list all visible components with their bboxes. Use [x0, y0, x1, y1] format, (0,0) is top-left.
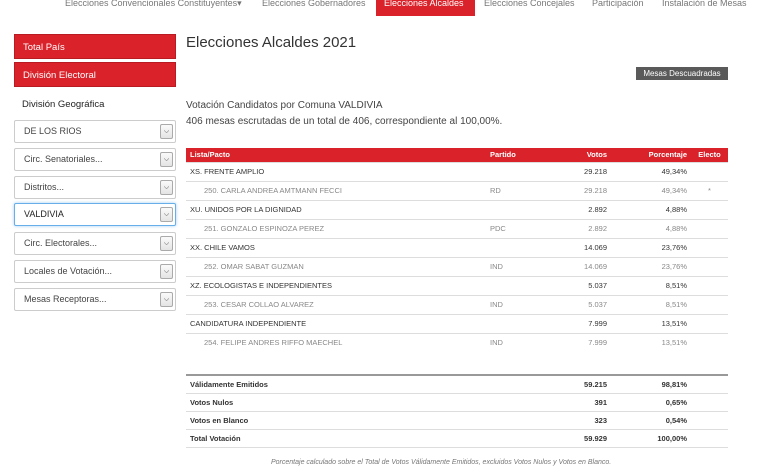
- summary-votos: 59.929: [546, 429, 611, 447]
- nav-convencionales[interactable]: [57, 0, 250, 16]
- candidate-row: [186, 181, 728, 200]
- row-electo: [691, 238, 728, 257]
- row-electo: [691, 314, 728, 333]
- caret-down-icon: ▾: [237, 0, 242, 8]
- row-name: 252. OMAR SABAT GUZMAN: [186, 257, 486, 276]
- row-votos: 7.999: [546, 314, 611, 333]
- total-pais-button[interactable]: Total País: [14, 34, 176, 59]
- row-partido: IND: [486, 295, 546, 314]
- chevron-down-icon: ⌵: [160, 236, 173, 251]
- row-electo: [691, 200, 728, 219]
- row-electo: *: [691, 181, 728, 200]
- comuna-select[interactable]: [14, 203, 176, 226]
- summary-row: [186, 393, 728, 411]
- nav-concejales[interactable]: Elecciones Concejales: [484, 0, 575, 8]
- row-name: XZ. ECOLOGISTAS E INDEPENDIENTES: [186, 276, 486, 295]
- summary-label: Total Votación: [186, 429, 486, 447]
- row-name: CANDIDATURA INDEPENDIENTE: [186, 314, 486, 333]
- row-partido: [486, 314, 546, 333]
- region-select[interactable]: [14, 120, 176, 143]
- col-electo: Electo: [691, 148, 728, 162]
- row-votos: 5.037: [546, 295, 611, 314]
- summary-table: [186, 374, 728, 448]
- locales-votacion-select[interactable]: [14, 260, 176, 283]
- row-pct: 8,51%: [611, 276, 691, 295]
- circ-electorales-select[interactable]: [14, 232, 176, 255]
- page-title: Elecciones Alcaldes 2021: [186, 34, 357, 51]
- select-value: Circ. Senatoriales...: [24, 154, 103, 164]
- row-partido: RD: [486, 181, 546, 200]
- nav-instalacion-mesas[interactable]: Instalación de Mesas: [662, 0, 747, 8]
- row-pct: 23,76%: [611, 238, 691, 257]
- mesas-receptoras-select[interactable]: [14, 288, 176, 311]
- chevron-down-icon: ⌵: [160, 152, 173, 167]
- col-lista-pacto: Lista/Pacto: [186, 148, 486, 162]
- row-pct: 4,88%: [611, 200, 691, 219]
- nav-participacion[interactable]: Participación: [592, 0, 644, 8]
- chevron-down-icon: ⌵: [160, 207, 173, 222]
- summary-empty: [691, 375, 728, 393]
- row-votos: 2.892: [546, 219, 611, 238]
- row-name: 251. GONZALO ESPINOZA PEREZ: [186, 219, 486, 238]
- col-partido: Partido: [486, 148, 546, 162]
- row-electo: [691, 276, 728, 295]
- table-header-row: [186, 148, 728, 162]
- summary-pct: 100,00%: [611, 429, 691, 447]
- row-partido: [486, 162, 546, 181]
- row-votos: 14.069: [546, 238, 611, 257]
- summary-pct: 0,65%: [611, 393, 691, 411]
- division-geografica-label: División Geográfica: [22, 99, 105, 110]
- summary-empty: [486, 375, 546, 393]
- chevron-down-icon: ⌵: [160, 124, 173, 139]
- row-votos: 7.999: [546, 333, 611, 352]
- summary-row: [186, 375, 728, 393]
- summary-row: [186, 411, 728, 429]
- candidate-row: [186, 295, 728, 314]
- pacto-row: [186, 276, 728, 295]
- row-electo: [691, 219, 728, 238]
- summary-empty: [486, 393, 546, 411]
- summary-row: [186, 429, 728, 447]
- nav-label: Elecciones Convencionales Constituyentes: [65, 0, 238, 8]
- footnote: Porcentaje calculado sobre el Total de Votos Válidamente Emitidos, excluidos Votos Nulos y Votos en Blanco.: [271, 459, 612, 466]
- row-votos: 29.218: [546, 162, 611, 181]
- pacto-row: [186, 314, 728, 333]
- row-pct: 23,76%: [611, 257, 691, 276]
- row-partido: IND: [486, 333, 546, 352]
- distritos-select[interactable]: [14, 176, 176, 199]
- row-name: XX. CHILE VAMOS: [186, 238, 486, 257]
- row-name: 254. FELIPE ANDRES RIFFO MAECHEL: [186, 333, 486, 352]
- row-votos: 5.037: [546, 276, 611, 295]
- row-pct: 13,51%: [611, 333, 691, 352]
- row-partido: [486, 276, 546, 295]
- select-value: Mesas Receptoras...: [24, 294, 107, 304]
- summary-votos: 59.215: [546, 375, 611, 393]
- row-partido: PDC: [486, 219, 546, 238]
- summary-empty: [691, 393, 728, 411]
- select-value: DE LOS RIOS: [24, 126, 82, 136]
- row-electo: [691, 162, 728, 181]
- chevron-down-icon: ⌵: [160, 264, 173, 279]
- row-pct: 49,34%: [611, 162, 691, 181]
- row-name: 250. CARLA ANDREA AMTMANN FECCI: [186, 181, 486, 200]
- row-pct: 8,51%: [611, 295, 691, 314]
- pacto-row: [186, 162, 728, 181]
- col-votos: Votos: [546, 148, 611, 162]
- circ-senatoriales-select[interactable]: [14, 148, 176, 171]
- row-electo: [691, 295, 728, 314]
- summary-empty: [486, 411, 546, 429]
- summary-votos: 391: [546, 393, 611, 411]
- row-votos: 2.892: [546, 200, 611, 219]
- row-pct: 13,51%: [611, 314, 691, 333]
- pacto-row: [186, 200, 728, 219]
- summary-empty: [691, 429, 728, 447]
- candidate-row: [186, 333, 728, 352]
- candidate-row: [186, 219, 728, 238]
- chevron-down-icon: ⌵: [160, 292, 173, 307]
- row-electo: [691, 333, 728, 352]
- top-nav: [0, 0, 780, 16]
- pacto-row: [186, 238, 728, 257]
- results-table: [186, 148, 728, 352]
- row-votos: 14.069: [546, 257, 611, 276]
- row-name: XU. UNIDOS POR LA DIGNIDAD: [186, 200, 486, 219]
- mesas-escrutadas-text: 406 mesas escrutadas de un total de 406, correspondiente al 100,00%.: [186, 116, 503, 127]
- summary-pct: 98,81%: [611, 375, 691, 393]
- nav-alcaldes[interactable]: Elecciones Alcaldes: [376, 0, 475, 16]
- mesas-descuadradas-button[interactable]: Mesas Descuadradas: [636, 67, 728, 80]
- col-porcentaje: Porcentaje: [611, 148, 691, 162]
- summary-label: Votos en Blanco: [186, 411, 486, 429]
- candidate-row: [186, 257, 728, 276]
- row-partido: [486, 200, 546, 219]
- summary-label: Votos Nulos: [186, 393, 486, 411]
- summary-votos: 323: [546, 411, 611, 429]
- row-partido: [486, 238, 546, 257]
- division-electoral-button[interactable]: División Electoral: [14, 62, 176, 87]
- select-value: VALDIVIA: [24, 209, 64, 219]
- row-name: XS. FRENTE AMPLIO: [186, 162, 486, 181]
- row-partido: IND: [486, 257, 546, 276]
- nav-gobernadores[interactable]: Elecciones Gobernadores: [262, 0, 366, 8]
- select-value: Locales de Votación...: [24, 266, 113, 276]
- summary-pct: 0,54%: [611, 411, 691, 429]
- row-name: 253. CESAR COLLAO ALVAREZ: [186, 295, 486, 314]
- row-votos: 29.218: [546, 181, 611, 200]
- row-pct: 49,34%: [611, 181, 691, 200]
- results-subtitle: Votación Candidatos por Comuna VALDIVIA: [186, 100, 383, 111]
- chevron-down-icon: ⌵: [160, 180, 173, 195]
- summary-empty: [486, 429, 546, 447]
- summary-label: Válidamente Emitidos: [186, 375, 486, 393]
- row-electo: [691, 257, 728, 276]
- select-value: Circ. Electorales...: [24, 238, 98, 248]
- select-value: Distritos...: [24, 182, 65, 192]
- row-pct: 4,88%: [611, 219, 691, 238]
- summary-empty: [691, 411, 728, 429]
